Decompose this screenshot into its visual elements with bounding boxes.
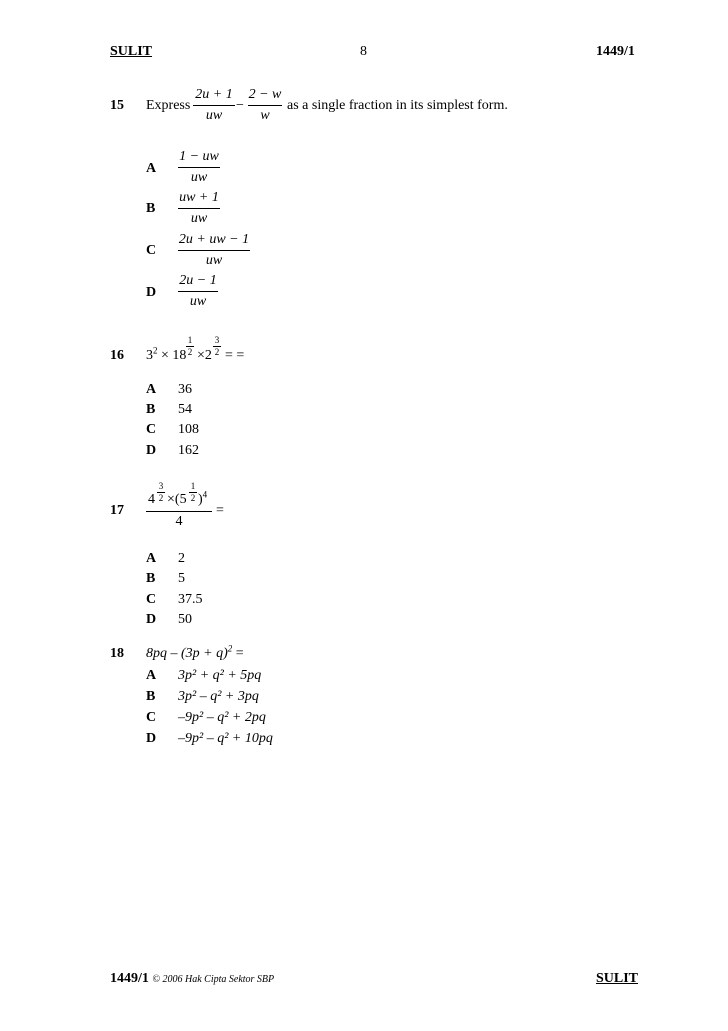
base: 3 bbox=[146, 348, 153, 363]
option-value: 108 bbox=[178, 422, 199, 437]
fraction-numerator: uw + 1 bbox=[179, 190, 219, 205]
fraction-denominator: w bbox=[260, 108, 270, 123]
times-sign: × bbox=[167, 492, 175, 507]
fraction-2 bbox=[248, 86, 282, 125]
option-letter: C bbox=[146, 592, 157, 607]
exponent-fraction bbox=[213, 336, 221, 357]
option-letter: C bbox=[146, 710, 157, 725]
exponent: 2 bbox=[227, 643, 233, 654]
option-letter: B bbox=[146, 201, 156, 216]
question-fraction bbox=[146, 481, 212, 530]
fraction-numerator: 1 − uw bbox=[179, 149, 219, 164]
option-value: 37.5 bbox=[178, 592, 203, 607]
question-prefix: Express bbox=[146, 98, 191, 113]
option-value: 5 bbox=[178, 571, 185, 586]
times-group bbox=[167, 492, 187, 508]
option-letter: B bbox=[146, 571, 156, 586]
expression: 8pq – (3p + q) bbox=[146, 646, 228, 661]
fraction-numerator: 1 bbox=[187, 335, 193, 345]
option-letter: A bbox=[146, 382, 157, 397]
fraction-denominator: 2 bbox=[214, 347, 220, 357]
base: 4 bbox=[148, 492, 155, 507]
exponent-fraction bbox=[157, 482, 165, 503]
fraction-denominator: uw bbox=[205, 253, 223, 268]
option-d-fraction bbox=[178, 272, 218, 311]
times-sign: × bbox=[161, 348, 169, 363]
page-number: 8 bbox=[360, 44, 367, 59]
outer-exponent: 4 bbox=[202, 489, 208, 500]
fraction-numerator: 2 − w bbox=[248, 87, 282, 102]
footer-copyright: © 2006 Hak Cipta Sektor SBP bbox=[152, 974, 275, 985]
question-expression bbox=[146, 345, 187, 364]
fraction-denominator: uw bbox=[190, 211, 208, 226]
close-paren: ) bbox=[198, 492, 203, 507]
option-letter: C bbox=[146, 422, 157, 437]
fraction-1 bbox=[193, 86, 235, 125]
equals-sign: = bbox=[232, 646, 244, 661]
option-value: –9p² – q² + 2pq bbox=[178, 710, 266, 725]
open-paren: (5 bbox=[174, 492, 187, 507]
option-letter: D bbox=[146, 612, 157, 627]
question-suffix: as a single fraction in its simplest form. bbox=[287, 98, 508, 113]
fraction-denominator: 2 bbox=[158, 493, 164, 503]
option-value: 3p² – q² + 3pq bbox=[178, 689, 259, 704]
question-expression-cont bbox=[197, 348, 212, 364]
option-value: 50 bbox=[178, 612, 192, 627]
option-value: –9p² – q² + 10pq bbox=[178, 731, 273, 746]
minus-sign: − bbox=[236, 98, 244, 113]
fraction-numerator bbox=[148, 492, 155, 508]
option-c-fraction bbox=[178, 231, 250, 270]
fraction-numerator: 1 bbox=[190, 481, 196, 491]
option-letter: C bbox=[146, 243, 157, 258]
option-letter: B bbox=[146, 402, 156, 417]
fraction-denominator: uw bbox=[190, 170, 208, 185]
question-number: 16 bbox=[110, 348, 124, 363]
option-letter: B bbox=[146, 689, 156, 704]
option-letter: A bbox=[146, 668, 157, 683]
option-letter: A bbox=[146, 161, 157, 176]
footer-sulit: SULIT bbox=[596, 971, 639, 986]
fraction-denominator: 2 bbox=[187, 347, 193, 357]
times-sign: × bbox=[197, 348, 205, 363]
exponent: 2 bbox=[153, 345, 158, 356]
option-b-fraction bbox=[178, 189, 220, 228]
question-number: 17 bbox=[110, 503, 124, 518]
base: 2 bbox=[204, 348, 212, 363]
option-letter: A bbox=[146, 551, 157, 566]
option-a-fraction bbox=[178, 148, 220, 187]
option-letter: D bbox=[146, 443, 157, 458]
header-paper-code: 1449/1 bbox=[596, 44, 635, 59]
base: 18 bbox=[172, 348, 187, 363]
equals-sign: = = bbox=[225, 348, 245, 363]
option-value: 162 bbox=[178, 443, 199, 458]
option-letter: D bbox=[146, 731, 157, 746]
header-sulit: SULIT bbox=[110, 44, 153, 59]
option-value: 2 bbox=[178, 551, 185, 566]
option-value: 36 bbox=[178, 382, 192, 397]
fraction-denominator: 4 bbox=[175, 514, 183, 529]
option-value: 3p² + q² + 5pq bbox=[178, 668, 262, 683]
equals-sign: = bbox=[216, 503, 224, 518]
fraction-denominator: uw bbox=[189, 294, 207, 309]
option-value: 54 bbox=[178, 402, 192, 417]
inner-exponent-fraction bbox=[189, 482, 197, 503]
fraction-numerator: 2u − 1 bbox=[179, 273, 217, 288]
exponent-fraction bbox=[186, 336, 194, 357]
question-expression bbox=[146, 643, 244, 662]
fraction-numerator: 2u + 1 bbox=[195, 87, 233, 102]
fraction-numerator: 3 bbox=[158, 481, 164, 491]
footer-paper-code: 1449/1 bbox=[110, 971, 149, 986]
fraction-numerator: 2u + uw − 1 bbox=[178, 232, 250, 247]
close-group bbox=[198, 489, 208, 508]
question-number: 18 bbox=[110, 646, 124, 661]
question-number: 15 bbox=[110, 98, 124, 113]
option-letter: D bbox=[146, 285, 157, 300]
fraction-denominator: 2 bbox=[190, 493, 196, 503]
fraction-denominator: uw bbox=[205, 108, 223, 123]
footer-left bbox=[110, 971, 274, 987]
fraction-numerator: 3 bbox=[214, 335, 220, 345]
fraction-bar bbox=[146, 511, 212, 512]
